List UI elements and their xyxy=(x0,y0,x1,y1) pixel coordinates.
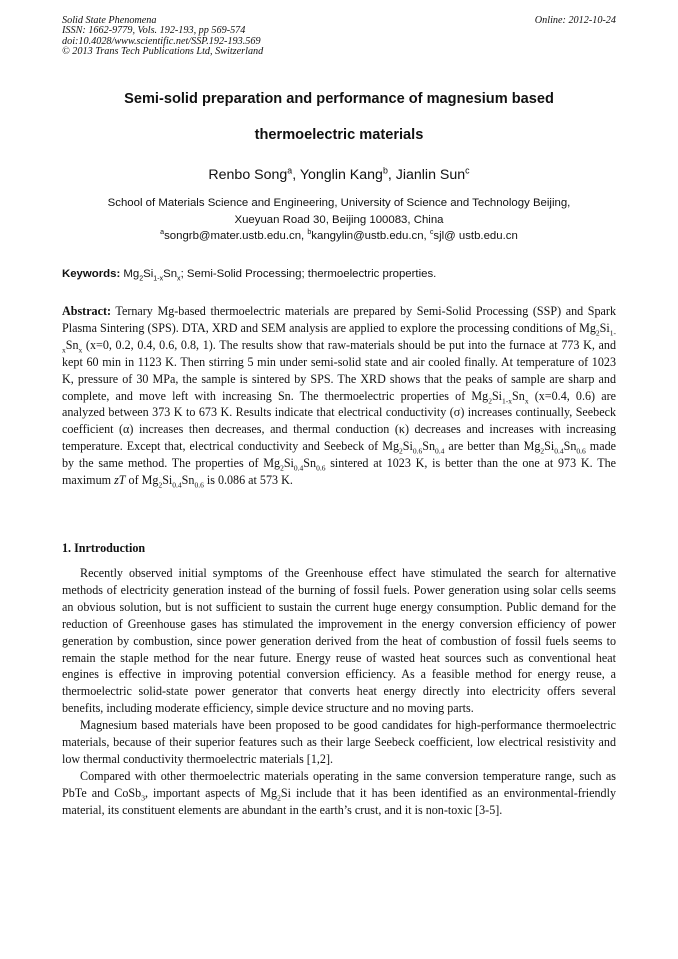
keywords: Keywords: $Mg_2Si_{1-x}Sn_x$; Semi-Solid Processing; thermoelectric properties. xyxy=(62,268,437,283)
paragraph: Compared with other thermoelectric materials operating in the same conversion temperature range, such as PbTe and CoSb$_3$, important aspects of $Mg_2Si$ include that it has been identified as an environmental-friendly material, its constituent elements are abundant in the earth’s crust, and it is non-toxic [3-5]. xyxy=(62,768,617,817)
affiliation xyxy=(62,195,616,245)
section-heading: 1. Inrtroduction xyxy=(62,541,146,555)
journal-name: Solid State Phenomena xyxy=(62,15,157,26)
author-mark: b xyxy=(382,165,388,176)
affiliation-line-2: Xueyuan Road 30, Beijing 100083, China xyxy=(234,213,444,226)
online-date: Online: 2012-10-24 xyxy=(534,15,616,26)
email-b[interactable]: kangylin@ustb.edu.cn, xyxy=(311,230,427,242)
introduction-body xyxy=(62,565,616,819)
copyright-line: © 2013 Trans Tech Publications Ltd, Switzerland xyxy=(62,46,264,58)
doi-line: doi:10.4028/www.scientific.net/SSP.192-193.569 xyxy=(62,35,261,47)
author-name: Yonglin Kang xyxy=(299,167,383,183)
author-mark: c xyxy=(465,165,470,176)
affiliation-line-1: School of Materials Science and Engineering, University of Science and Technology Beijing, xyxy=(107,197,571,209)
author-list: Renbo Song$^a$, Yonglin Kang$^b$, Jianlin Sun$^c$ xyxy=(208,165,470,183)
email-a[interactable]: songrb@mater.ustb.edu.cn, xyxy=(164,230,305,242)
author-mark: a xyxy=(287,165,293,176)
author-name: Jianlin Sun xyxy=(395,167,466,183)
email-line: $^a$songrb@mater.ustb.edu.cn, $^b$kangylin@ustb.edu.cn, $^c$sjl@ ustb.edu.cn xyxy=(160,229,518,242)
abstract-label: Abstract: xyxy=(62,304,112,318)
abstract: Abstract: Ternary Mg-based thermoelectric materials are prepared by Semi-Solid Processing (SSP) and Spark Plasma Sintering (SPS). DTA, XRD and SEM analysis are applied to explore the processing conditions of $Mg_2Si_{1-x}Sn_x$ (x=0, 0.2, 0.4, 0.6, 0.8, 1). The results show that raw-materials should be put into the furnace at 773 K, and kept 60 min in 1123 K. Then stirring 5 min under semi-solid state and air cooled finally. At temperature of 1023 K, pressure of 30 MPa, the sample is sintered by SPS. The XRD shows that the peaks of sample are sharp and complete, and move left with increasing Sn. The thermoelectric properties of $Mg_2Si_{1-x}Sn_x$ (x=0.4, 0.6) are analyzed between 373 K to 673 K. Results indicate that electrical conductivity (σ) increases continually, Seebeck coefficient (α) increases then decreases, and thermal conduction (κ) decreases and increases with increasing temperature. Except that, electrical conductivity and Seebeck of $Mg_2Si_{0.6}Sn_{0.4}$ are better than $Mg_2Si_{0.4}Sn_{0.6}$ made by the same method. The properties of $Mg_2Si_{0.4}Sn_{0.6}$ sintered at 1023 K, is better than the one at 973 K. The maximum zT of $Mg_2Si_{0.4}Sn_{0.6}$ is 0.086 at 573 K. xyxy=(62,304,616,490)
paragraph: Magnesium based materials have been proposed to be good candidates for high-performance thermoelectric materials, because of their superior features such as their large Seebeck coefficient, low electrical resistivity and low thermal conductivity thermoelectric materials [1,2]. xyxy=(62,718,616,766)
paper-title-line-2: thermoelectric materials xyxy=(254,127,424,143)
page-header xyxy=(62,16,616,58)
issn-line: ISSN: 1662-9779, Vols. 192-193, pp 569-574 xyxy=(62,25,246,37)
author-name: Renbo Song xyxy=(208,167,288,183)
keywords-text: ; Semi-Solid Processing; thermoelectric properties. xyxy=(180,268,437,280)
keywords-label: Keywords: xyxy=(62,268,121,280)
paragraph: Recently observed initial symptoms of the Greenhouse effect have stimulated the search for alternative methods of electricity generation instead of the burning of fossil fuels. Power generation using solar cells seems an obvious solution, but is not sufficient to sustain the current huge energy consumption. Public demand for the reduction of Greenhouse gases has stimulated the improvement in the energy conversion efficiency of power generation by combustion, since power generation derived from the heat of combustion of fossil fuels seems to remain the staple method for the near future. Energy reuse of wasted heat sources such as conventional heat engines is effective in improving potential conversion efficiency. As a feasible method for energy reuse, a thermoelectric solid-state power generator that converts heat energy directly into electricity offers several benefits, including moderate efficiency, simple device structure and no moving parts. xyxy=(62,566,616,716)
paper-title-line-1: Semi-solid preparation and performance of magnesium based xyxy=(124,91,554,107)
email-c[interactable]: sjl@ ustb.edu.cn xyxy=(433,230,518,242)
